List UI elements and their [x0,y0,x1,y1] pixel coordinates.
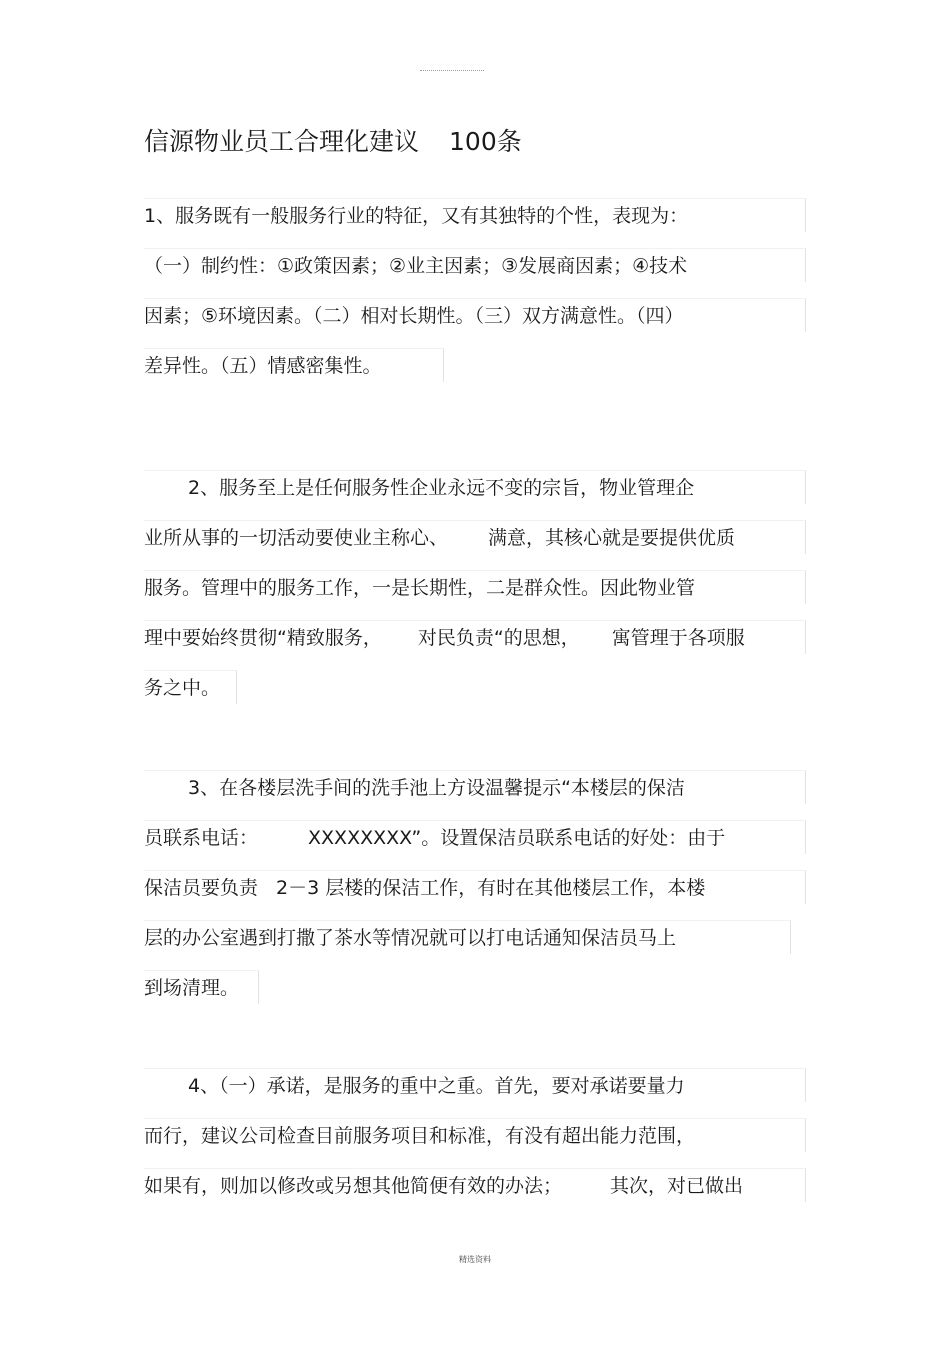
paragraph-3-line-3 [144,870,806,904]
paragraph-2-line-4 [144,620,806,654]
line-text: 3、在各楼层洗手间的洗手池上方设温馨提示“本楼层的保洁 [188,777,685,799]
line-text: 差异性。（五）情感密集性。 [144,355,382,377]
line-text: （一）制约性：①政策因素；②业主因素；③发展商因素；④技术 [144,255,688,277]
line-text: 业所从事的一切活动要使业主称心、 [144,527,449,549]
line-text: 而行，建议公司检查目前服务项目和标准，有没有超出能力范围， [144,1125,696,1147]
line-text: 2－3 层楼的保洁工作，有时在其他楼层工作，本楼 [276,877,706,899]
footer-label: 精选资料 [459,1255,491,1264]
line-text: 对民负责“的思想， [417,627,580,649]
paragraph-4-line-2 [144,1118,806,1152]
line-text: 到场清理。 [144,977,240,999]
paragraph-4-line-3 [144,1168,806,1202]
line-text: 其次，对已做出 [610,1175,744,1197]
line-text: 寓管理于各项服 [611,627,745,649]
line-text: 服务。管理中的服务工作，一是长期性，二是群众性。因此物业管 [144,577,696,599]
paragraph-2-line-5 [144,670,237,704]
line-text: 4、（一）承诺，是服务的重中之重。首先，要对承诺要量力 [188,1075,685,1097]
line-text: 如果有，则加以修改或另想其他简便有效的办法； [144,1175,563,1197]
paragraph-2-line-3 [144,570,806,604]
paragraph-1-line-4 [144,348,444,382]
line-text: 因素；⑤环境因素。（二）相对长期性。（三）双方满意性。（四） [144,305,684,327]
paragraph-1-line-3 [144,298,806,332]
line-text: 员联系电话： [144,827,259,849]
document-title [144,124,522,160]
paragraph-3-line-1 [144,770,806,804]
line-text: 层的办公室遇到打撒了茶水等情况就可以打电话通知保洁员马上 [144,927,677,949]
paragraph-3-line-4 [144,920,791,954]
title-text: 信源物业员工合理化建议 [144,127,420,156]
line-text: 2、服务至上是任何服务性企业永远不变的宗旨，物业管理企 [188,477,695,499]
paragraph-2-line-1 [144,470,806,504]
line-text: 务之中。 [144,677,221,699]
header-rule [420,70,484,71]
paragraph-4-line-1 [144,1068,806,1102]
paragraph-3-line-5 [144,970,259,1004]
paragraph-3-line-2 [144,820,806,854]
paragraph-1-line-2 [144,248,806,282]
line-text: 1、服务既有一般服务行业的特征，又有其独特的个性，表现为： [144,205,689,227]
line-text: 保洁员要负责 [144,877,259,899]
line-text: 理中要始终贯彻“精致服务， [144,627,382,649]
paragraph-1-line-1 [144,198,806,232]
line-text: 满意，其核心就是要提供优质 [488,527,736,549]
line-text: XXXXXXXX”。设置保洁员联系电话的好处：由于 [308,827,726,849]
paragraph-2-line-2 [144,520,806,554]
title-count: 100条 [449,127,522,156]
